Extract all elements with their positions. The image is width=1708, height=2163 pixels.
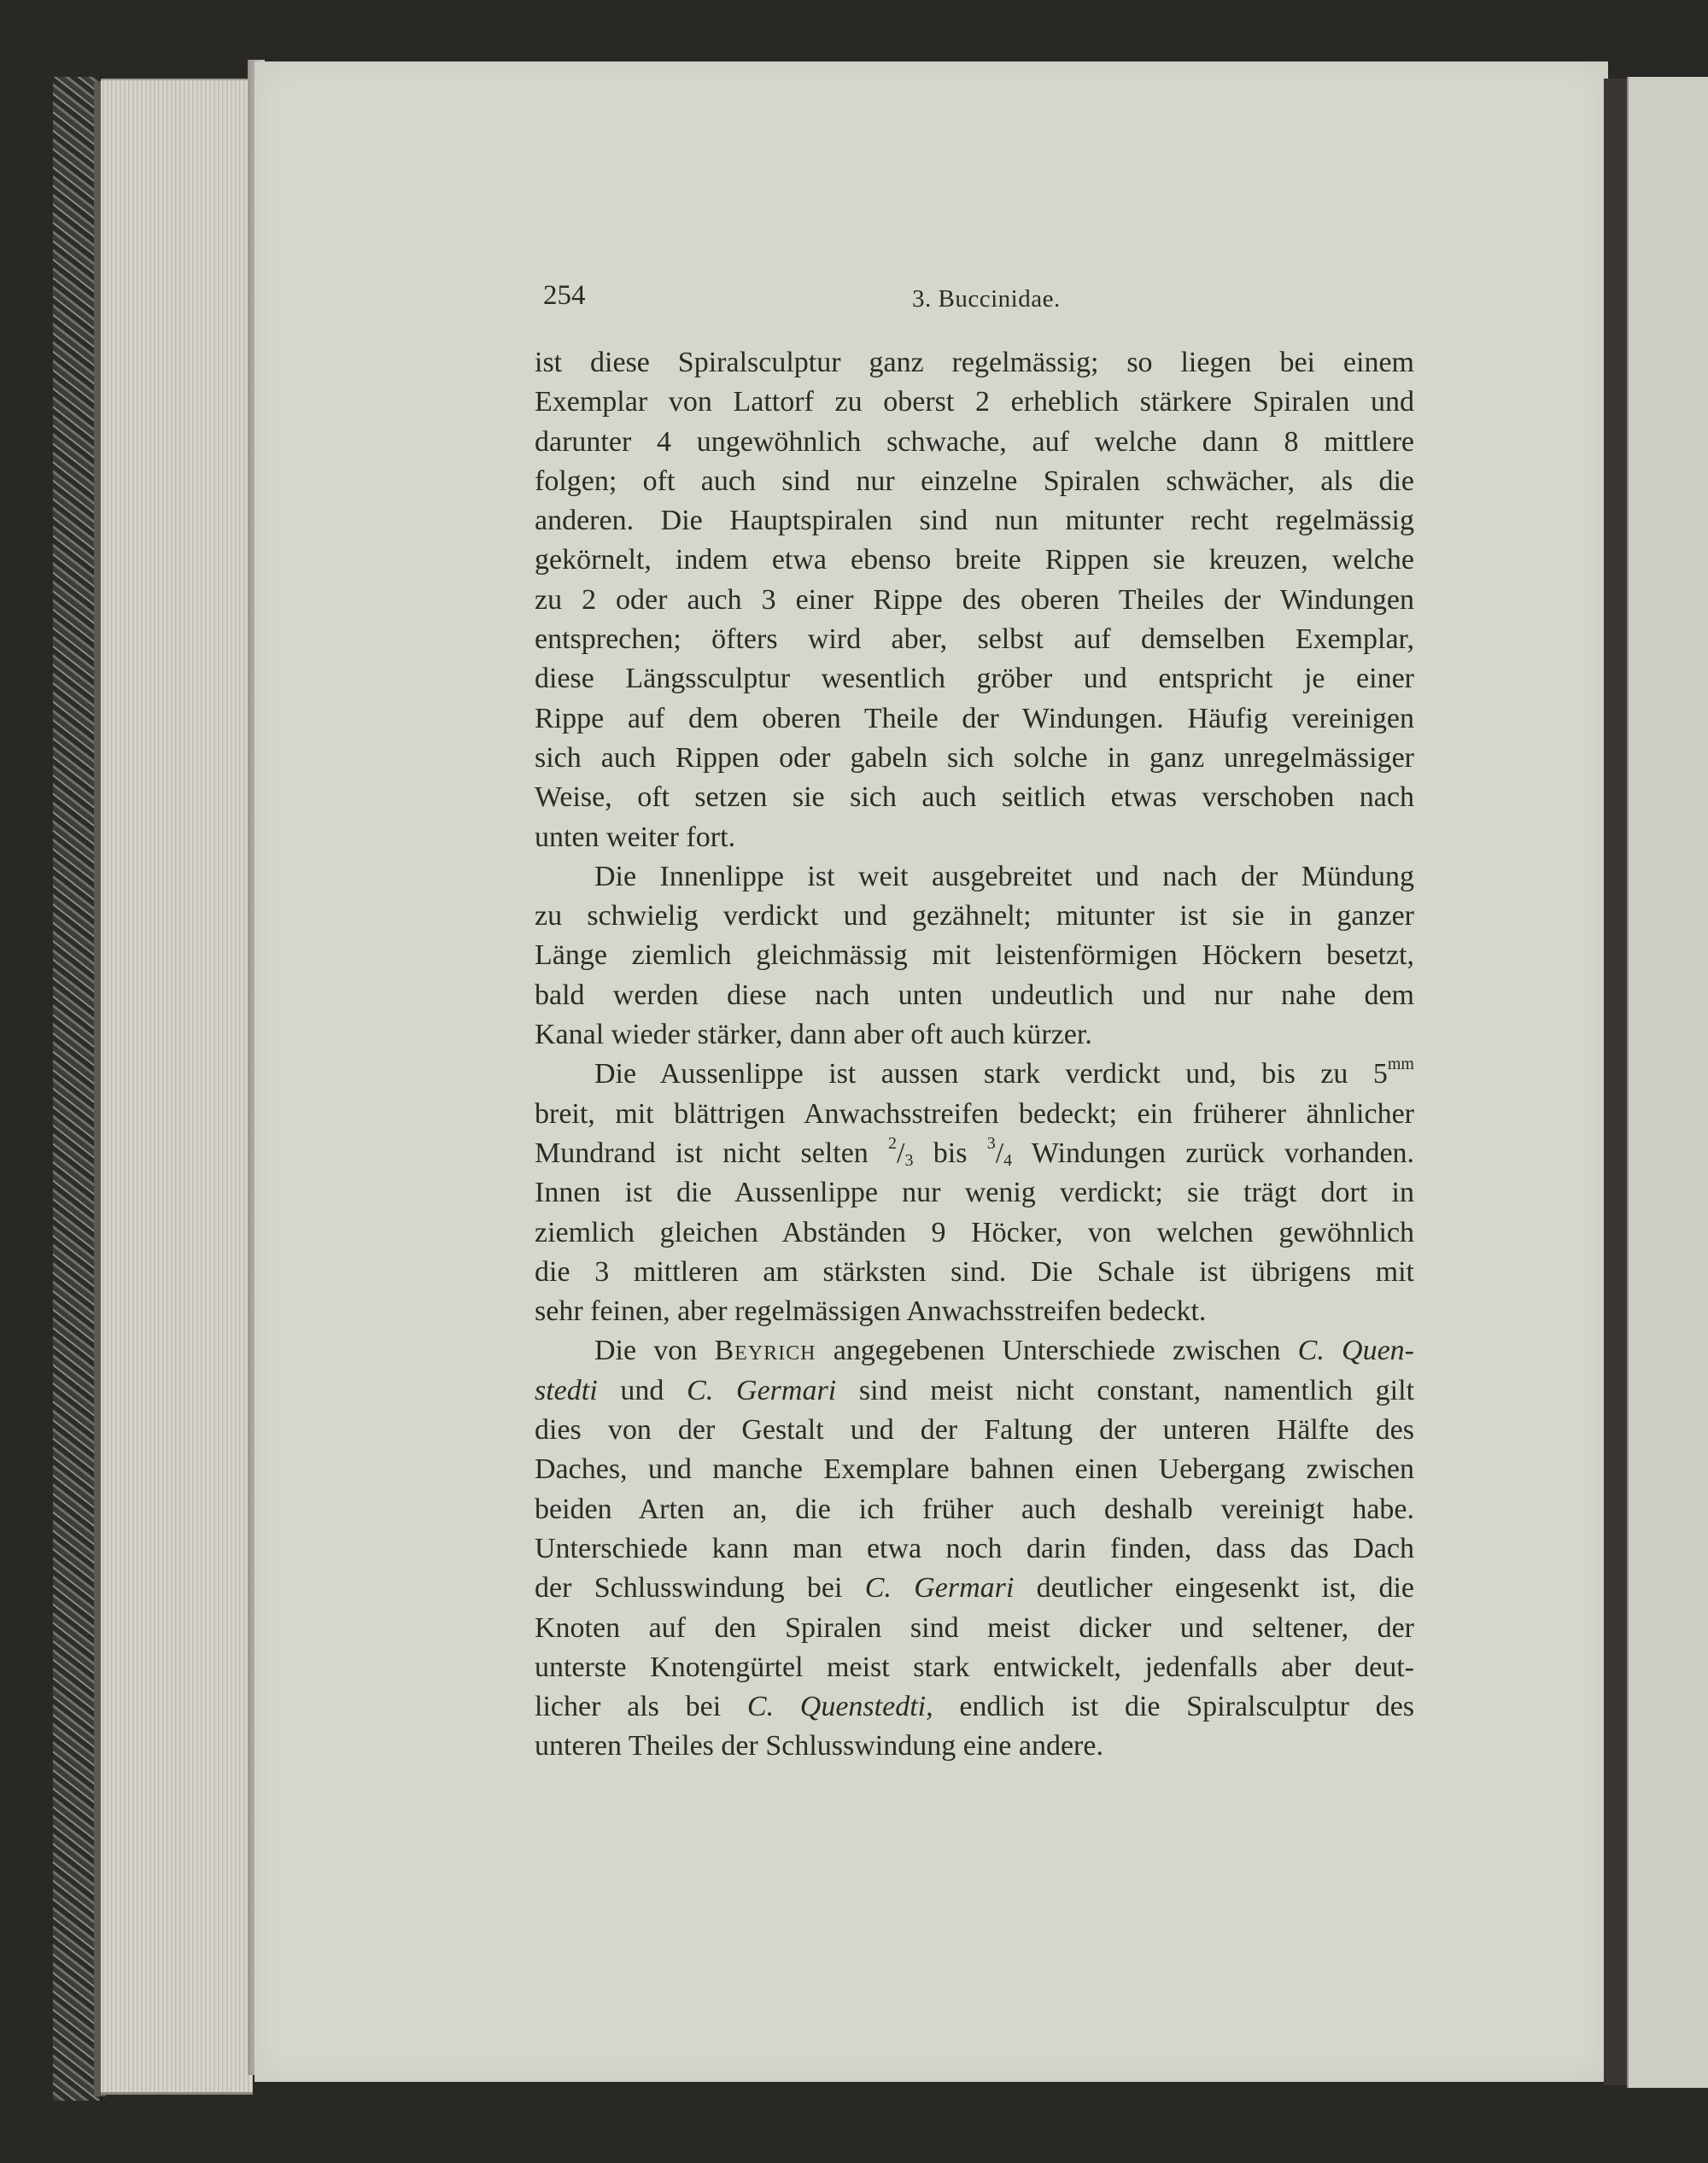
- running-head: 3. Buccinidae.: [912, 285, 1061, 313]
- fraction-numerator: 2: [888, 1133, 898, 1153]
- text-line: Innen ist die Aussenlippe nur wenig verdickt; sie trägt dort in: [535, 1177, 1414, 1209]
- text-line: beiden Arten an, die ich früher auch deshalb vereinigt habe.: [535, 1493, 1414, 1525]
- text-segment: licher als bei: [535, 1691, 722, 1723]
- unit-mm: mm: [1387, 1055, 1414, 1074]
- text-line: zu schwielig verdickt und gezähnelt; mitunter ist sie in ganzer: [535, 900, 1414, 932]
- text-line: [535, 1055, 1414, 1094]
- text-line: unteren Theiles der Schlusswindung eine andere.: [535, 1730, 1103, 1763]
- text-line: unterste Knotengürtel meist stark entwickelt, jedenfalls aber deut-: [535, 1651, 1414, 1683]
- species-name: C. Quenstedti,: [746, 1691, 933, 1723]
- text-line: [535, 1331, 1414, 1371]
- species-name: C. Germari: [864, 1572, 1015, 1605]
- text-line: Länge ziemlich gleichmässig mit leistenförmigen Höckern besetzt,: [535, 939, 1414, 972]
- text-line: Rippe auf dem oberen Theile der Windungen. Häufig vereinigen: [535, 702, 1414, 734]
- text-segment: endlich ist die Spiralsculptur des: [959, 1691, 1414, 1723]
- text-segment: und: [620, 1374, 664, 1406]
- page-number: 254: [543, 280, 586, 311]
- body-text: [535, 343, 1414, 1767]
- text-segment: sind meist nicht constant, namentlich gilt: [858, 1374, 1414, 1406]
- text-line: [535, 1569, 1414, 1608]
- species-name: stedti: [535, 1374, 598, 1406]
- text-segment: Die von: [594, 1335, 698, 1367]
- text-line: unten weiter fort.: [535, 821, 736, 853]
- text-line: breit, mit blättrigen Anwachsstreifen bedeckt; ein früherer ähnlicher: [535, 1097, 1414, 1130]
- text-line: [535, 1371, 1414, 1411]
- text-line: folgen; oft auch sind nur einzelne Spiralen schwächer, als die: [535, 465, 1414, 497]
- text-line: sehr feinen, aber regelmässigen Anwachsstreifen bedeckt.: [535, 1295, 1207, 1328]
- text-segment: Windungen zurück vorhanden.: [1031, 1137, 1414, 1169]
- text-line: sich auch Rippen oder gabeln sich solche in ganz unregelmässiger: [535, 741, 1414, 774]
- text-line: dies von der Gestalt und der Faltung der unteren Hälfte des: [535, 1414, 1414, 1447]
- text-line: bald werden diese nach unten undeutlich und nur nahe dem: [535, 979, 1414, 1011]
- page-stack: [101, 79, 253, 2095]
- text-segment: Die Aussenlippe ist aussen stark verdickt und, bis zu 5: [594, 1058, 1388, 1090]
- text-line: die 3 mittleren am stärksten sind. Die Schale ist übrigens mit: [535, 1255, 1414, 1288]
- species-name: C. Germari: [687, 1374, 837, 1406]
- text-segment: Mundrand ist nicht selten: [535, 1137, 869, 1169]
- text-line: anderen. Die Hauptspiralen sind nun mitunter recht regelmässig: [535, 505, 1414, 537]
- text-line: Mundrand ist nicht selten $^2/_3$ bis $^3/_4$ Windungen zurück vorhanden.: [535, 1133, 1414, 1170]
- text-line: Exemplar von Lattorf zu oberst 2 erheblich stärkere Spiralen und: [535, 386, 1414, 418]
- fraction-denominator: 3: [904, 1150, 914, 1170]
- text-line: darunter 4 ungewöhnlich schwache, auf welche dann 8 mittlere: [535, 425, 1414, 458]
- fraction-denominator: 4: [1003, 1150, 1013, 1170]
- text-line: [535, 1687, 1414, 1727]
- text-line: ziemlich gleichen Abständen 9 Höcker, von welchen gewöhnlich: [535, 1216, 1414, 1248]
- text-line: Daches, und manche Exemplare bahnen einen Uebergang zwischen: [535, 1453, 1414, 1486]
- text-line: Knoten auf den Spiralen sind meist dicker und seltener, der: [535, 1611, 1414, 1644]
- text-line: Weise, oft setzen sie sich auch seitlich etwas verschoben nach: [535, 781, 1414, 814]
- author-name: Beyrich: [714, 1335, 816, 1367]
- text-line: entsprechen; öfters wird aber, selbst auf demselben Exemplar,: [535, 623, 1414, 656]
- text-line: zu 2 oder auch 3 einer Rippe des oberen Theiles der Windungen: [535, 583, 1414, 616]
- text-segment: angegebenen Unterschiede zwischen: [833, 1335, 1281, 1367]
- text-segment: deutlicher eingesenkt ist, die: [1036, 1572, 1414, 1605]
- species-name: C. Quen-: [1297, 1335, 1414, 1367]
- text-segment: bis: [933, 1137, 968, 1169]
- page-header: [543, 280, 1440, 323]
- text-line: Die Innenlippe ist weit ausgebreitet und nach der Mündung: [594, 860, 1414, 892]
- text-line: ist diese Spiralsculptur ganz regelmässig; so liegen bei einem: [535, 347, 1414, 378]
- fraction-numerator: 3: [986, 1133, 996, 1153]
- text-segment: der Schlusswindung bei: [535, 1572, 843, 1605]
- text-line: gekörnelt, indem etwa ebenso breite Rippen sie kreuzen, welche: [535, 544, 1414, 576]
- text-line: diese Längssculptur wesentlich gröber und entspricht je einer: [535, 663, 1414, 695]
- text-line: Unterschiede kann man etwa noch darin finden, dass das Dach: [535, 1532, 1414, 1564]
- text-line: Kanal wieder stärker, dann aber oft auch kürzer.: [535, 1019, 1092, 1051]
- facing-page-edge: [1627, 77, 1708, 2088]
